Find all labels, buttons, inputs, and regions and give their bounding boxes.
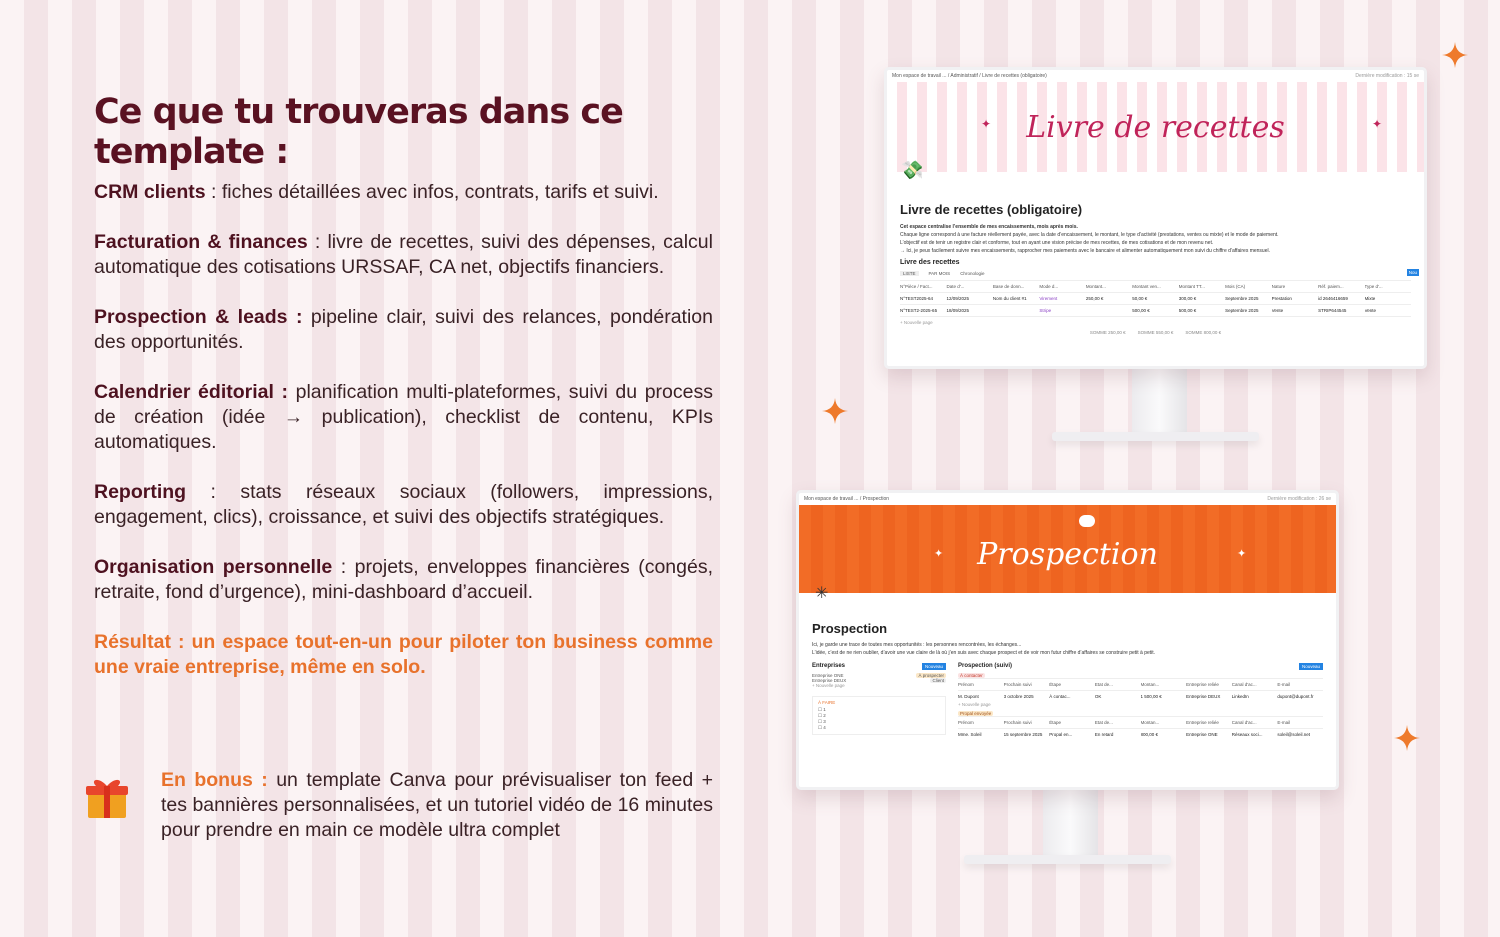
monitor-stand-base (1052, 432, 1259, 441)
gift-icon (84, 774, 130, 820)
table-cell: 250,00 € (1085, 296, 1104, 301)
feature-label: CRM clients (94, 181, 206, 203)
todo-label: 1 (823, 707, 826, 712)
bonus-description: un template Canva pour prévisualiser ton feed + tes bannières personnalisées, et un tutoriel vidéo de 16 minutes pour prendre en main ce modèle ultra complet (161, 769, 713, 841)
column-header[interactable]: Type d'... (1364, 284, 1383, 289)
new-page-link[interactable]: + Nouvelle page (958, 702, 991, 707)
database-title: Livre des recettes (900, 259, 960, 266)
description-line: L’objectif est de tenir un registre clair et conforme, tout en ayant une vision précise de mes recettes, de mes cotisations et de mon revenu net. (900, 240, 1214, 246)
tab-liste[interactable]: LISTE (900, 271, 919, 276)
group-badge: À contacter (960, 673, 983, 678)
todo-item[interactable]: ☐ 3 (818, 719, 826, 724)
breadcrumb: Mon espace de travail ... / Administratif / Livre de recettes (obligatoire) Dernière modification : 15 se (892, 73, 1419, 79)
feature-calendrier (94, 380, 713, 455)
column-header[interactable]: N°Pièce / Fact... (900, 284, 933, 289)
table-cell: OK (1094, 694, 1102, 699)
table-cell (993, 308, 1039, 313)
todo-label: 3 (823, 719, 826, 724)
column-header[interactable]: Prénom (958, 720, 974, 725)
sums-row (900, 328, 1411, 335)
monitor-stand-neck (1132, 366, 1187, 434)
table-cell: Entreprise ONE (1186, 732, 1218, 737)
tab-par-mois[interactable]: PAR MOIS (928, 271, 951, 276)
panel-title: Entreprises (812, 663, 846, 669)
table-cell: Propal en... (1049, 732, 1073, 737)
table-cell: 1 500,00 € (1140, 694, 1162, 699)
breadcrumb-item[interactable]: Administratif (950, 73, 978, 79)
feature-label: Prospection & leads : (94, 306, 303, 328)
table-cell: 50,00 € (1132, 296, 1148, 301)
new-page-link[interactable]: + Nouvelle page (900, 320, 933, 325)
new-button[interactable]: Nouveau (1299, 663, 1323, 670)
column-header[interactable]: Entreprise reliée (1186, 682, 1219, 687)
table-cell: STRIP644545 (1318, 308, 1347, 313)
money-icon: 💸 (901, 160, 924, 180)
column-header[interactable]: Prochain suivi (1003, 682, 1032, 687)
group-badge: Propal envoyée (960, 711, 992, 716)
column-header[interactable]: Entreprise reliée (1186, 720, 1219, 725)
table-cell: Nom du client #1 (992, 296, 1027, 301)
todo-item[interactable]: ☐ 2 (818, 713, 826, 718)
view-tabs (900, 270, 1417, 276)
table-cell: Vente (1364, 308, 1377, 313)
column-header[interactable]: Étape (1049, 682, 1062, 687)
table-cell: 500,00 € (1132, 308, 1150, 313)
table-cell: Septembre 2025 (1225, 296, 1259, 301)
table-cell: Prestation (1271, 296, 1292, 301)
table-cell: Réseaux soci... (1231, 732, 1263, 737)
cursor-icon: ✳ (815, 585, 829, 602)
table-cell: En retard (1094, 732, 1114, 737)
sparkle-icon: ✦ (1237, 548, 1247, 560)
bonus-label: En bonus : (161, 769, 268, 791)
breadcrumb-item[interactable]: Mon espace de travail ... (892, 73, 947, 79)
column-header[interactable]: Réf. paiem... (1318, 284, 1344, 289)
table-cell: M. Dupont (958, 694, 979, 699)
feature-label: Facturation & finances (94, 231, 308, 253)
table-cell: À contac... (1049, 694, 1071, 699)
feature-prospection (94, 305, 713, 355)
table-cell: N°TEST2025-64 (900, 296, 934, 301)
description-line: L’idée, c’est de ne rien oublier, d’avoir une vue claire de là où j’en suis avec chaque prospect et de voir mon futur chiffre d’affaires se construire petit à petit. (812, 650, 1156, 656)
table-cell: 15 septembre 2025 (1003, 732, 1043, 737)
table-cell: 300,00 € (1178, 296, 1197, 301)
cover-banner (887, 82, 1424, 172)
table-cell: Mixte (1364, 296, 1376, 301)
panel-title: Prospection (suivi) (958, 663, 1013, 669)
table-header (958, 678, 1323, 690)
notion-screen (796, 490, 1339, 790)
page-heading: Livre de recettes (obligatoire) (900, 202, 1083, 217)
new-button[interactable]: Nouveau (922, 663, 946, 670)
column-header[interactable]: Etat de... (1094, 720, 1113, 725)
column-header[interactable]: Prénom (958, 682, 974, 687)
sparkle-icon: ✦ (981, 117, 992, 131)
new-button[interactable]: Nou (1408, 270, 1417, 275)
company-name: Entreprise ONE (812, 673, 844, 678)
feature-organisation (94, 555, 713, 605)
chat-icon (1079, 515, 1095, 527)
table-cell: Septembre 2025 (1225, 308, 1259, 313)
description-line: Cet espace centralise l’ensemble de mes encaissements, mois après mois. (900, 224, 1078, 230)
prospection-table (958, 663, 1323, 740)
bonus-text (161, 768, 713, 843)
column-header[interactable]: E-mail (1277, 682, 1291, 687)
banner-title: Prospection (977, 537, 1158, 572)
column-header[interactable]: Mode d... (1039, 284, 1059, 289)
breadcrumb-item[interactable]: Prospection (862, 496, 890, 502)
feature-sep: : (205, 181, 217, 203)
table-cell: 500,00 € (1178, 308, 1197, 313)
table-cell: id 2646416659 (1318, 296, 1348, 301)
table-cell: soleil@soleil.net (1277, 732, 1310, 737)
table (900, 280, 1411, 335)
todo-label: 2 (823, 713, 826, 718)
column-header[interactable]: Canal d'ac... (1231, 720, 1257, 725)
todo-label: 4 (823, 725, 826, 730)
feature-text: livre de recettes, suivi des dépenses, calcul automatique des cotisations URSSAF, CA net, objectifs financiers. (94, 231, 713, 278)
sparkle-icon (1392, 723, 1422, 753)
table-cell: Mme. Soleil (958, 732, 982, 737)
notion-screen (884, 67, 1427, 369)
description-line: Ici, je garde une trace de toutes mes opportunités : les personnes rencontrées, les échanges... (812, 642, 1022, 648)
tab-chronologie[interactable]: Chronologie (960, 271, 985, 276)
cover-banner (799, 505, 1336, 593)
table-row[interactable] (958, 690, 1323, 702)
page-title: Ce que tu trouveras dans ce template : (94, 92, 623, 172)
column-header[interactable]: Montant TT... (1178, 284, 1205, 289)
new-page-row[interactable] (900, 316, 1411, 328)
todo-item[interactable]: ☐ 1 (818, 707, 826, 712)
table-cell: Vente (1271, 308, 1284, 313)
sparkle-icon: ✦ (1372, 117, 1383, 131)
feature-label: Organisation personnelle (94, 556, 333, 578)
last-edit: Dernière modification : 15 se (1355, 73, 1419, 79)
monitor-stand-base (964, 855, 1171, 864)
column-header[interactable]: Canal d'ac... (1231, 682, 1257, 687)
status-badge: Client (932, 678, 944, 683)
sparkle-icon (1440, 40, 1470, 70)
feature-text: planification multi-plateformes, suivi du process de création (idée → publication), checklist de contenu, KPIs automatiques. (94, 381, 713, 453)
feature-text: stats réseaux sociaux (followers, impressions, engagement, clics), croissance, et suivi des objectifs stratégiques. (94, 481, 713, 528)
column-header[interactable]: Montan... (1140, 720, 1160, 725)
todo-item[interactable]: ☐ 4 (818, 725, 826, 730)
table-cell: N°TEST2-2025-65 (900, 308, 938, 313)
feature-label: Calendrier éditorial : (94, 381, 289, 403)
table-cell: 18/09/2025 (946, 308, 969, 313)
column-header[interactable]: Date d'... (946, 284, 965, 289)
company-name: Entreprise DEUX (812, 678, 847, 683)
result-statement: Résultat : un espace tout-en-un pour piloter ton business comme une vraie entreprise, même en solo. (94, 631, 713, 678)
sum-value: SOMME 800,00 € (1185, 330, 1222, 335)
sum-value: SOMME 250,00 € (1089, 330, 1126, 335)
column-header[interactable]: E-mail (1277, 720, 1291, 725)
feature-reporting (94, 480, 713, 530)
column-header[interactable]: Mois (CA) (1225, 284, 1246, 289)
feature-sep: : (332, 556, 347, 578)
last-edit: Dernière modification : 26 se (1267, 496, 1331, 502)
breadcrumb-item[interactable]: Mon espace de travail ... (804, 496, 859, 502)
table-cell: dupont@dupont.fr (1277, 694, 1314, 699)
breadcrumb-item[interactable]: Livre de recettes (obligatoire) (982, 73, 1047, 79)
column-header[interactable]: Etat de... (1094, 682, 1113, 687)
column-header[interactable]: Montan... (1140, 682, 1160, 687)
page-heading: Prospection (812, 621, 888, 636)
feature-text: pipeline clair, suivi des relances, pondération des opportunités. (94, 306, 713, 353)
sparkle-icon: ✦ (934, 548, 944, 560)
description-line: Chaque ligne correspond à une facture réellement payée, avec la date d’encaissement, le montant, le type d’activité (prestations, ventes ou mixte) et le mode de paiement. (900, 232, 1279, 238)
table-cell: LinkedIn (1231, 694, 1249, 699)
feature-text: fiches détaillées avec infos, contrats, tarifs et suivi. (216, 181, 659, 203)
table-cell: 3 octobre 2025 (1003, 694, 1034, 699)
feature-sep: : (307, 231, 321, 253)
status-badge: À prospecter (918, 673, 944, 678)
banner-title: Livre de recettes (1026, 110, 1285, 145)
feature-facturation (94, 230, 713, 280)
table-cell (1086, 308, 1132, 313)
description-line: → Ici, je peux facilement suivre mes encaissements, rapprocher mes paiements avec le bancaire et alimenter automatiquement mon suivi du chiffre d’affaires mensuel. (900, 248, 1270, 254)
table-header (958, 716, 1323, 728)
table-cell: 12/09/2025 (946, 296, 969, 301)
table-cell: 800,00 € (1140, 732, 1159, 737)
column-header[interactable]: Montant ven... (1132, 284, 1161, 289)
feature-label: Reporting (94, 481, 187, 503)
feature-crm (94, 180, 713, 205)
breadcrumb: Mon espace de travail ... / Prospection Dernière modification : 26 se (804, 496, 1331, 502)
table-row[interactable] (958, 728, 1323, 740)
monitor-stand-neck (1043, 788, 1098, 856)
column-header[interactable]: Étape (1049, 720, 1062, 725)
new-page-link[interactable]: + Nouvelle page (812, 683, 845, 688)
todo-box (812, 696, 946, 735)
feature-text: projets, enveloppes financières (congés, retraite, fond d’urgence), mini-dashboard d’accueil. (94, 556, 713, 603)
feature-list (94, 180, 713, 705)
todo-title: À FAIRE (818, 700, 836, 705)
table-cell: Stripe (1039, 308, 1052, 313)
feature-sep: : (186, 481, 216, 503)
column-header[interactable]: Nature (1271, 284, 1286, 289)
table-row[interactable] (900, 304, 1411, 316)
table-cell: Entreprise DEUX (1186, 694, 1221, 699)
sum-value: SOMME 550,00 € (1137, 330, 1174, 335)
table-cell: Virement (1039, 296, 1058, 301)
sparkle-icon (820, 396, 850, 426)
table-row[interactable] (900, 292, 1411, 304)
column-header[interactable]: Prochain suivi (1003, 720, 1032, 725)
companies-panel (812, 663, 946, 740)
column-header[interactable]: Montant... (1085, 284, 1106, 289)
table-header (900, 280, 1411, 292)
column-header[interactable]: Base de donn... (992, 284, 1025, 289)
